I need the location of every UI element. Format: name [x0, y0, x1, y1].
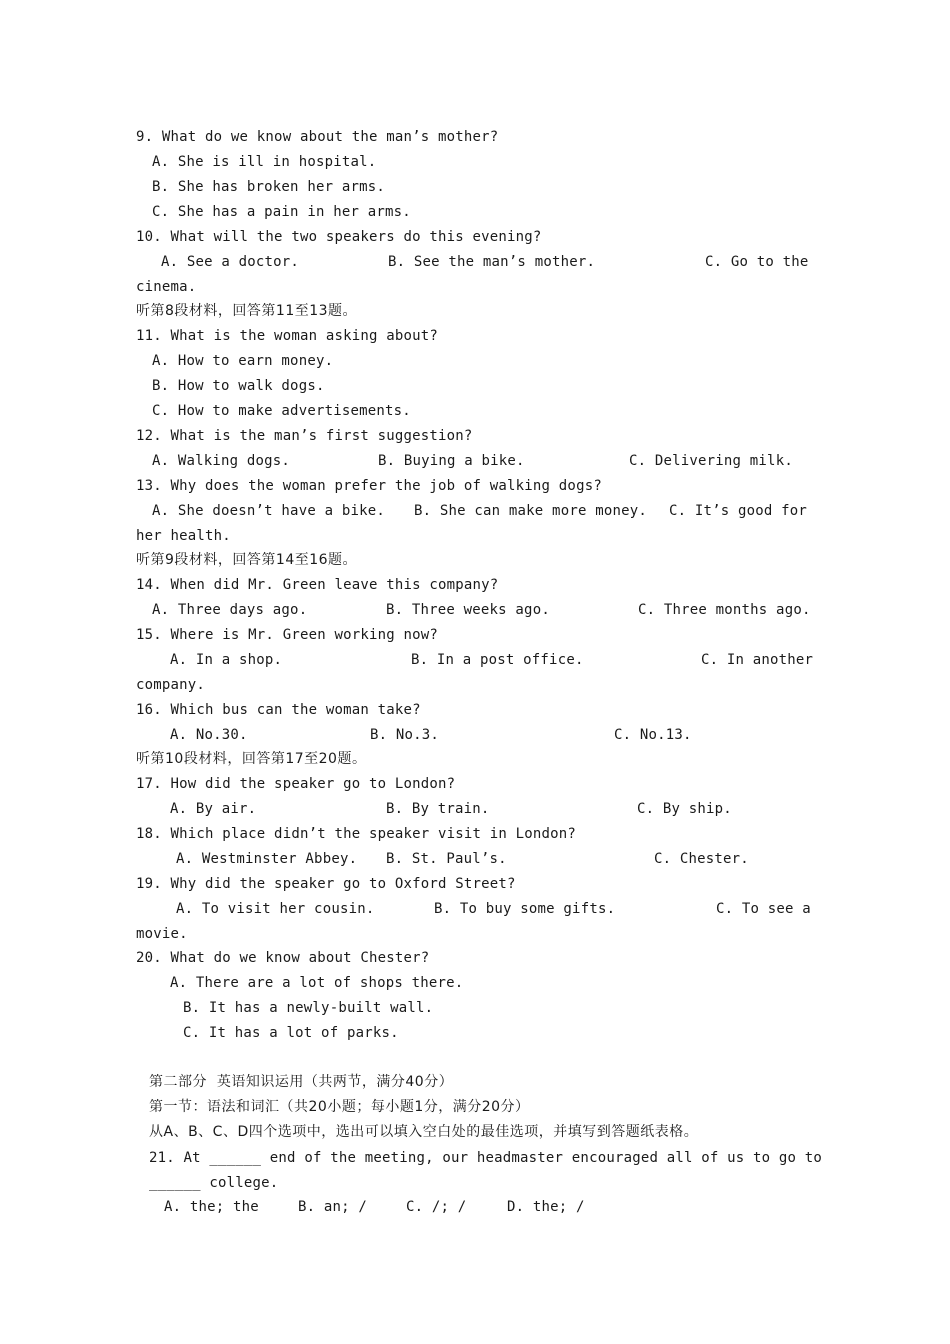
question-9-option-a: A. She is ill in hospital. — [152, 154, 377, 170]
question-18-option-a: A. Westminster Abbey. — [176, 851, 358, 867]
question-18-options — [136, 849, 816, 869]
question-15-stem: 15. Where is Mr. Green working now? — [136, 627, 439, 643]
question-13-stem: 13. Why does the woman prefer the job of walking dogs? — [136, 478, 602, 494]
question-18-option-c: C. Chester. — [654, 851, 749, 867]
question-20-option-a: A. There are a lot of shops there. — [170, 975, 464, 991]
question-21-options — [136, 1197, 816, 1217]
question-17-stem: 17. How did the speaker go to London? — [136, 776, 456, 792]
question-9-option-c: C. She has a pain in her arms. — [152, 204, 411, 220]
question-16-options — [136, 725, 816, 745]
question-15-option-a: A. In a shop. — [170, 652, 283, 668]
question-12-option-b: B. Buying a bike. — [378, 453, 525, 469]
question-10-options — [136, 252, 816, 272]
question-10-option-a: A. See a doctor. — [161, 254, 300, 270]
question-11-stem: 11. What is the woman asking about? — [136, 328, 439, 344]
question-13-option-c: C. It’s good for — [669, 503, 808, 519]
question-19-option-a: A. To visit her cousin. — [176, 901, 375, 917]
question-16-option-b: B. No.3. — [370, 727, 440, 743]
question-10-option-b: B. See the man’s mother. — [388, 254, 596, 270]
question-21-stem-continued: ______ college. — [149, 1175, 279, 1191]
section-10-heading: 听第10段材料，回答第17至20题。 — [136, 751, 367, 767]
question-12-options — [136, 451, 816, 471]
question-17-option-a: A. By air. — [170, 801, 257, 817]
question-12-option-a: A. Walking dogs. — [152, 453, 291, 469]
question-21-option-b: B. an; / — [298, 1199, 368, 1215]
question-14-options — [136, 600, 816, 620]
question-19-option-b: B. To buy some gifts. — [434, 901, 616, 917]
question-12-option-c: C. Delivering milk. — [629, 453, 793, 469]
question-9-stem: 9. What do we know about the man’s mother? — [136, 129, 499, 145]
question-13-option-b: B. She can make more money. — [414, 503, 647, 519]
question-15-option-c: C. In another — [701, 652, 814, 668]
question-13-option-a: A. She doesn’t have a bike. — [152, 503, 385, 519]
question-11-option-a: A. How to earn money. — [152, 353, 334, 369]
question-10-option-c: C. Go to the — [705, 254, 809, 270]
part-2-section-1-heading: 第一节：语法和词汇（共20小题；每小题1分，满分20分） — [149, 1099, 530, 1115]
question-17-option-c: C. By ship. — [637, 801, 732, 817]
question-14-option-a: A. Three days ago. — [152, 602, 308, 618]
section-9-heading: 听第9段材料，回答第14至16题。 — [136, 552, 358, 568]
question-15-option-c-continued: company. — [136, 677, 206, 693]
question-15-options — [136, 650, 816, 670]
question-16-stem: 16. Which bus can the woman take? — [136, 702, 421, 718]
part-2-instruction: 从A、B、C、D四个选项中，选出可以填入空白处的最佳选项，并填写到答题纸表格。 — [149, 1124, 699, 1140]
question-16-option-c: C. No.13. — [614, 727, 692, 743]
question-14-option-c: C. Three months ago. — [638, 602, 811, 618]
question-10-stem: 10. What will the two speakers do this evening? — [136, 229, 542, 245]
question-13-options — [136, 501, 816, 521]
question-13-option-c-continued: her health. — [136, 528, 231, 544]
question-19-option-c-continued: movie. — [136, 926, 188, 942]
question-14-option-b: B. Three weeks ago. — [386, 602, 550, 618]
question-19-option-c: C. To see a — [716, 901, 811, 917]
question-12-stem: 12. What is the man’s first suggestion? — [136, 428, 473, 444]
question-18-stem: 18. Which place didn’t the speaker visit in London? — [136, 826, 577, 842]
section-8-heading: 听第8段材料，回答第11至13题。 — [136, 303, 358, 319]
question-10-option-c-continued: cinema. — [136, 279, 197, 295]
question-15-option-b: B. In a post office. — [411, 652, 584, 668]
question-14-stem: 14. When did Mr. Green leave this company? — [136, 577, 499, 593]
question-16-option-a: A. No.30. — [170, 727, 248, 743]
question-21-option-a: A. the; the — [164, 1199, 259, 1215]
question-19-stem: 19. Why did the speaker go to Oxford Street? — [136, 876, 516, 892]
question-11-option-c: C. How to make advertisements. — [152, 403, 411, 419]
question-21-option-d: D. the; / — [507, 1199, 585, 1215]
question-18-option-b: B. St. Paul’s. — [386, 851, 507, 867]
question-21-stem: 21. At ______ end of the meeting, our headmaster encouraged all of us to go to — [149, 1150, 823, 1166]
question-21-option-c: C. /; / — [406, 1199, 467, 1215]
question-20-option-c: C. It has a lot of parks. — [183, 1025, 399, 1041]
question-17-option-b: B. By train. — [386, 801, 490, 817]
question-19-options — [136, 899, 816, 919]
question-9-option-b: B. She has broken her arms. — [152, 179, 385, 195]
question-20-option-b: B. It has a newly-built wall. — [183, 1000, 434, 1016]
question-17-options — [136, 799, 816, 819]
question-11-option-b: B. How to walk dogs. — [152, 378, 325, 394]
question-20-stem: 20. What do we know about Chester? — [136, 950, 430, 966]
part-2-title: 第二部分 英语知识运用（共两节，满分40分） — [149, 1074, 454, 1090]
